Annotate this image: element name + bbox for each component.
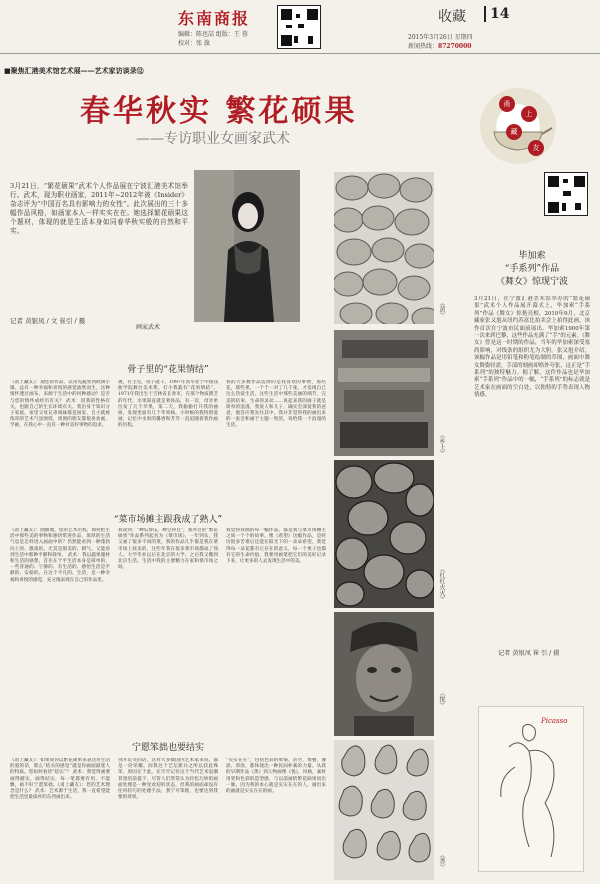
picasso-sketch — [478, 706, 584, 872]
section-heading-3: 宁愿笨拙也要结实 — [131, 743, 204, 753]
intro-text: 3月21日，“繁花硕果”武术个人作品展在宁波汇港美术馆举行。武术，现为职业画家，2011年~2012年被《Insider》杂志评为“中国百名具有影响力的女性”。此次展出的三十多幅作品风格，如画家本人一样实实在在。她选择繁花硕果这个题材，体现的就是生活本身如同春华秋实般的自然和平实。 — [10, 182, 188, 235]
seal-you: 友 — [528, 140, 544, 156]
editor-line: 编辑：陈也喆 组版：王 蓉 — [178, 31, 248, 38]
caption-xiangtu: 《乡土》 — [438, 432, 445, 456]
painting-peppers — [334, 460, 434, 608]
page-title: 春华秋实 繁花硕果 — [80, 94, 358, 129]
section-2-col-2: 我说到：“种瓜得瓜，种豆得豆”，我办过的“繁花硕果”作品系列起名为《菜市场》，一年到头，我又画了很多不同的菜，我的作品几乎都是我在菜市场上找来的，这些年我在很多菜市场都成了熟人。大学毕业以后在北京的大学，之后我又搬到北京生活。生活中我的主要精力在家和菜市场之间。 — [118, 528, 218, 571]
qr-code-icon — [277, 5, 321, 49]
section-2-col-1: 《甬上藏友》：曲曲地，您的艺术历程，如何把生活中那些美的事物和感悟带进作品，浓厚的生活气息是怎样进入画面中的？仍然能看到一种蓬勃向上的、激荡的、尤其是甜美的、朝气、又能看到生活中那种平静和简单。 武术：我以蔬果题材和生活的感想，首先在于平生活本身是简单的、一些普通的、宁静的、有生活的、感悟生活是平静的、安稳的。在这个平凡的、生活，是一种幸福和喜悦的感觉，充分地表现在自己的作品里。 — [10, 528, 110, 583]
section-3-col-2: 别开玩笑的话，这对大多数国内艺术家来说，都是一份荣耀。而我这个艺坛新兵之所以获此殊荣，原因在于此。在牢牢记住这个当代艺术思潮背景的前提下，尽管人们常常认为轻松巧妙的画面处理是一种受欢迎的状态，但我的画面却没有任何轻巧的处理手法，我宁可笨拙，也要达到我要的效果。 — [118, 758, 218, 801]
issue-date: 2015年3月26日 星期四 — [408, 34, 473, 41]
hotline — [408, 42, 473, 51]
page-subtitle: ——专访职业女画家武术 — [136, 131, 290, 147]
hotline-label: 新闻热线： — [408, 43, 439, 50]
seal-cang: 藏 — [506, 124, 522, 140]
seal-yong: 甬 — [499, 96, 515, 112]
masthead — [0, 0, 600, 54]
section-heading-1: 骨子里的“花果情结” — [127, 365, 209, 375]
sidebar-title-line-1: 毕加索 — [518, 251, 546, 261]
section-1-col-1: 《甬上藏友》：观您的作品，以常见蔬果到欧洲小镇，总有一种幸福和喜悦的感觉油然而生，这种情怀透过画布，来源于生活中的何种感动？是否与您的情怀或经历有关？ 武术：因我的性格有关，也跟自己的生长环境有关。我出身于知识分子家庭，家里父母兄弟姐妹都是国家，自小就被浓厚的艺术气氛围绕，周围的朋友都很喜欢画，学画，在我心中一直有一种对美好事物的追求。 — [10, 380, 110, 429]
seal-shang: 上 — [521, 106, 537, 122]
painting-pumpkins — [334, 172, 434, 324]
section-1-col-2: 观，有主见，说干就干。1997年我毕业于中国戏曲学院舞台美术系，打小我就有“花果情结”。1971年我出生于吉林省长春市，在那个物质匮乏的年代，水果简直就是奢侈品，有一次，母亲单位发了几个苹果，第二天，我偷偷打开我的抽屉，发现里面有几个苹果核。小时候的我特别爱画，记忆中水果的馨香和芳芳一直追随着我作画的历程。 — [118, 380, 218, 429]
section-3-col-1: 《甬上藏友》：如果说你以繁花硕果来表达对生活的爱的话，那么“结实的感觉”就是你画面最迷人的特质。您如何看待“结实”？ 武术：我觉得画要画得踏实，画得结实，每一笔都要有用，不能飘，画不好宁愿笨拙。《甬上藏友》：您的艺术理念是什么？ 武术：艺术源于生活，我一直希望能把生活里最质朴的东西画出来。 — [10, 758, 110, 801]
sketch-signature: Picasso — [541, 717, 568, 725]
painting-portrait — [334, 612, 434, 736]
section-name: 收藏 — [438, 9, 466, 25]
proof-line: 校对：张 旗 — [178, 40, 210, 47]
dancer-sketch-icon — [479, 707, 585, 873]
sidebar-title — [474, 250, 590, 289]
page-number: 14 — [484, 6, 509, 22]
painting-fruit — [334, 740, 434, 880]
editor-info — [178, 30, 248, 48]
section-heading-2: “菜市场摊主跟我成了熟人” — [113, 515, 223, 525]
sidebar-body: 3月21日，在宁波汇港美术馆举办的“繁花硕果”武术个人作品展开幕式上，毕加索“手系列”作品《舞女》惊艳亮相。2010年9月，北京藏家张又旭从纽约苏富比拍卖会上拍得此画，该作首次在宁波市民面前展出。毕加索1900年第一次来到巴黎，这些作品充满了“手”的元素。《舞女》曾是这一时期的作品，当年的毕加索深受塞尚影响，对线条的组织尤为大胆。张又旭介绍，该幅作品是用铅笔和粉笔绘制的草图，画面中舞女舞姿轻盈，手部的刻画却格外夸张，这正是“手系列”的独特魅力。据了解，这件作品也是毕加索“手系列”作品中的一幅，“手系列”的标志就是艺术家在画面的空白处，以独特的手势表现人物情感。 — [474, 296, 590, 399]
caption-huang: 《黄》 — [438, 300, 445, 318]
artist-silhouette-icon — [194, 170, 300, 322]
caption-yue: 《悦》 — [438, 690, 445, 708]
sidebar-qr-code-icon — [544, 172, 588, 216]
newspaper-logo: 东南商报 — [178, 9, 251, 28]
intro-byline: 记者 黄银凤 / 文 崔引 / 摄 — [10, 317, 86, 325]
caption-xiang: 《香》 — [438, 852, 445, 870]
section-3-col-3: “实实在在”，包括色彩的晕染，甚至，堆叠，薄涂，厚涂，都体现出一种民间朴素的力量。从我的早期作品《黄》到人物画像《悦》，风格，素材用笔和色彩的造型感，与以前画的繁花硕果同出一脉。因为我的本心就是实实在在的人，画出来的画就是实实在在的画。 — [226, 758, 326, 795]
artist-photo-caption: 画家武术 — [136, 324, 161, 331]
painting-rural — [334, 330, 434, 456]
sidebar-title-line-3: 《舞女》惊现宁波 — [495, 277, 568, 287]
sidebar-title-line-2: “手系列”作品 — [504, 264, 560, 274]
section-2-col-3: 我觉得我画的每一幅作品，都是我与菜市场摊主之间一个个的故事。像《希望》这幅作品，是经历很多苦难后还能在阳光下的一朵朵希望，我觉得每一朵花都有它存在的意义，每一个果子也都有它的生命价值，我要用画笔把它们的美好记录下来，让更多的人去发现生活中的美。 — [226, 528, 326, 565]
hotline-number: 87270000 — [438, 43, 472, 50]
caption-honghonghuohuo: 《红红火火》 — [438, 566, 445, 602]
artist-photo — [194, 170, 300, 322]
date-info — [408, 33, 473, 51]
series-banner: ■聚焦汇港美术馆艺术展——艺术家访谈录⑫ — [4, 66, 144, 75]
sidebar-byline: 记者 黄银凤 崔 引 / 摄 — [498, 650, 560, 657]
section-1-col-3: 我的大多数作品选择的是我喜欢的事物，那些花，那些果，一个于一对了几千张，才发现自己这么热爱生活，这些生活中那些美丽的细节，完美的结束，生命的灵动……说起来我的画子就是简单的浪漫，我爱人和儿子，确实会深爱我的爸爸，他答应我先住其中，我并非觉得我的画出来的一张会和画于主题一致的，说给我一个浪漫的生活。 — [226, 380, 326, 429]
